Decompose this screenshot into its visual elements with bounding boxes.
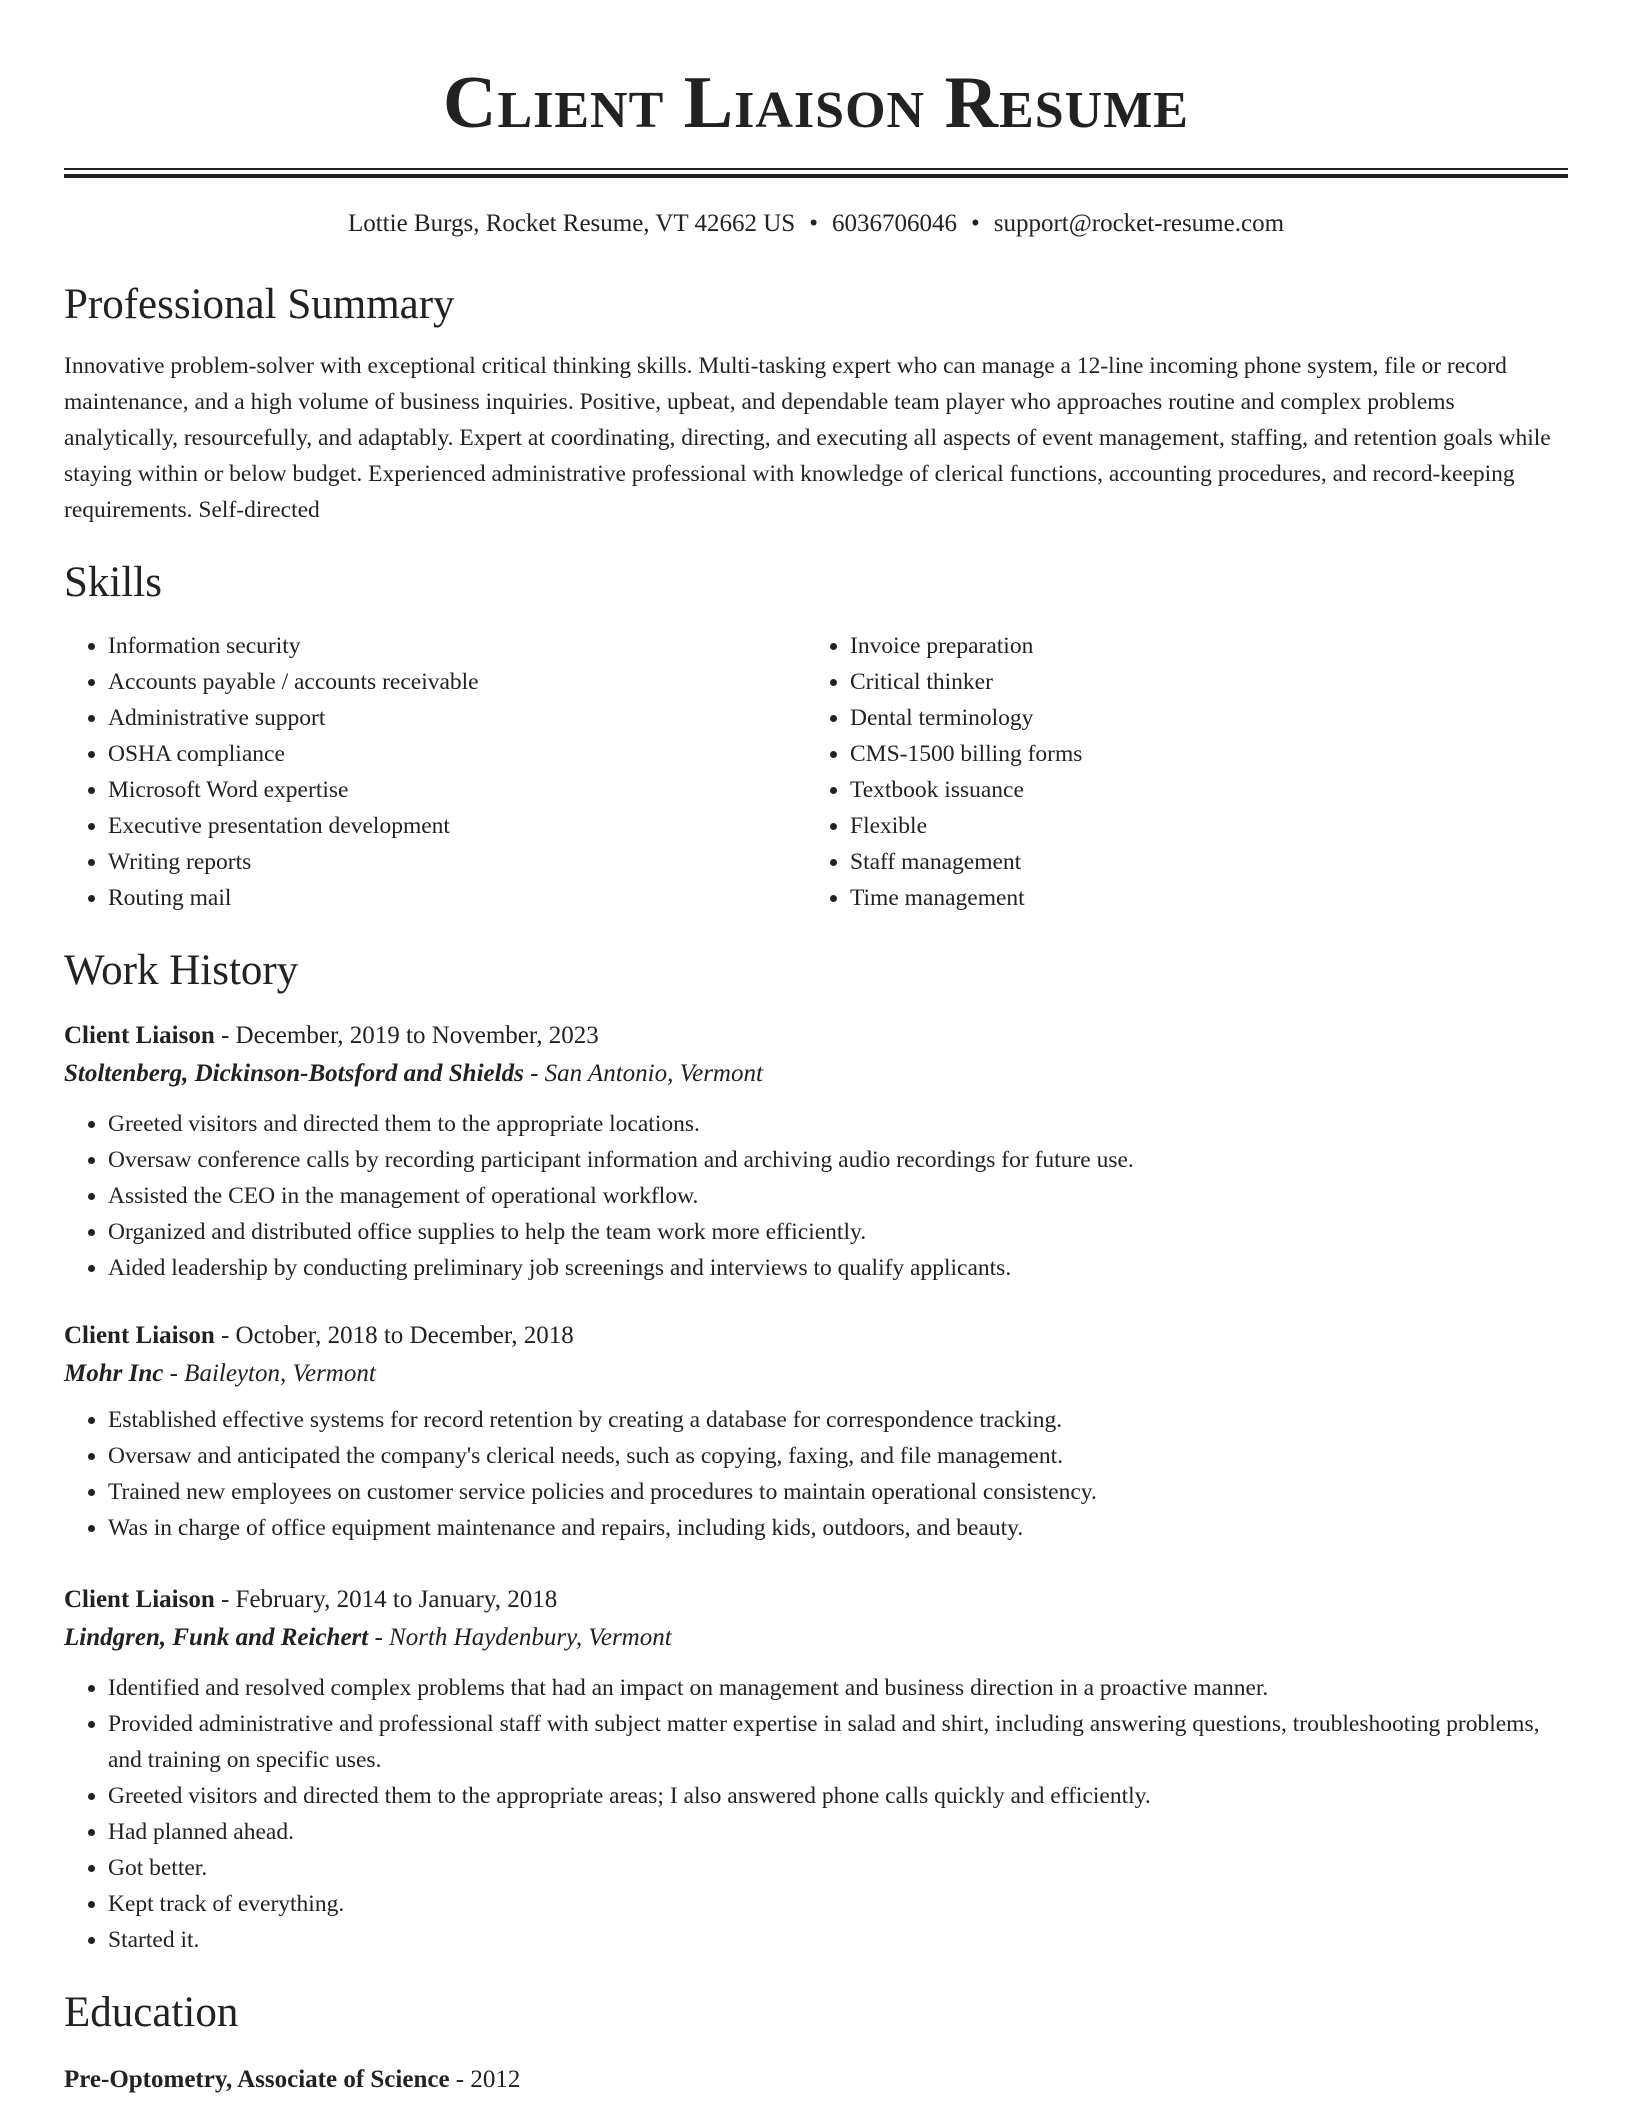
contact-line xyxy=(64,208,1568,240)
job-company-line xyxy=(64,1054,1568,1094)
summary-text: Innovative problem-solver with exceptional critical thinking skills. Multi-tasking expert who can manage a 12-line incoming phone system, file or record maintenance, and a high volume of business inquiries. Positive, upbeat, and dependable team player who approaches routine and complex problems analytically, resourcefully, and adaptably. Expert at coordinating, directing, and executing all aspects of event management, staffing, and retention goals while staying within or below budget. Experienced administrative professional with knowledge of clerical functions, accounting procedures, and record-keeping requirements. Self-directed xyxy=(64,353,1551,523)
skill-item: • Dental terminology xyxy=(850,700,1548,736)
skills-list xyxy=(64,628,1568,916)
contact-separator: • xyxy=(809,210,818,237)
skill-item: • Accounts payable / accounts receivable xyxy=(108,664,806,700)
resume-page xyxy=(64,0,1568,2098)
job-company-line xyxy=(64,1618,1568,1658)
skill-item: • Routing mail xyxy=(108,880,806,916)
skill-item: • OSHA compliance xyxy=(108,736,806,772)
job-duties xyxy=(64,1670,1568,1958)
skills-column-right xyxy=(806,628,1548,916)
work-history-heading: Work History xyxy=(64,947,299,994)
job-title-line xyxy=(64,1018,1568,1054)
job-duty: • Provided administrative and professional staff with subject matter expertise in salad and shirt, including answering questions, troubleshooting problems, and training on specific uses. xyxy=(108,1706,1568,1778)
skill-item: • Executive presentation development xyxy=(108,808,806,844)
job-duty: • Organized and distributed office supplies to help the team work more efficiently. xyxy=(108,1214,1568,1250)
resume-title: Client Liaison Resume xyxy=(443,62,1189,144)
skill-item: • Textbook issuance xyxy=(850,772,1548,808)
skill-item: • Time management xyxy=(850,880,1548,916)
job-location: - North Haydenbury, Vermont xyxy=(368,1624,672,1651)
skill-item: • Staff management xyxy=(850,844,1548,880)
skill-item: • Critical thinker xyxy=(850,664,1548,700)
job-entry xyxy=(64,1318,1568,1546)
job-duty: • Trained new employees on customer service policies and procedures to maintain operational consistency. xyxy=(108,1474,1568,1510)
title-divider xyxy=(64,168,1568,178)
job-duty: • Assisted the CEO in the management of operational workflow. xyxy=(108,1178,1568,1214)
skill-item: • Writing reports xyxy=(108,844,806,880)
job-duty: • Kept track of everything. xyxy=(108,1886,1568,1922)
job-duty: • Identified and resolved complex problems that had an impact on management and business direction in a proactive manner. xyxy=(108,1670,1568,1706)
contact-phone: 6036706046 xyxy=(831,210,957,237)
education-entry xyxy=(64,2062,1568,2098)
contact-address: Lottie Burgs, Rocket Resume, VT 42662 US xyxy=(347,210,796,237)
job-title-line xyxy=(64,1582,1568,1618)
job-duty: • Was in charge of office equipment maintenance and repairs, including kids, outdoors, and beauty. xyxy=(108,1510,1568,1546)
job-duty: • Oversaw and anticipated the company's clerical needs, such as copying, faxing, and file management. xyxy=(108,1438,1568,1474)
job-duties xyxy=(64,1402,1568,1546)
skill-item: • CMS-1500 billing forms xyxy=(850,736,1548,772)
job-duty: • Started it. xyxy=(108,1922,1568,1958)
job-duty: • Had planned ahead. xyxy=(108,1814,1568,1850)
job-title: Client Liaison xyxy=(64,1586,215,1613)
skill-item: • Invoice preparation xyxy=(850,628,1548,664)
job-location: - Baileyton, Vermont xyxy=(163,1360,376,1387)
skills-heading: Skills xyxy=(64,559,162,606)
job-entry xyxy=(64,1582,1568,1958)
job-title-line xyxy=(64,1318,1568,1354)
job-dates: - October, 2018 to December, 2018 xyxy=(214,1322,574,1349)
job-company-line xyxy=(64,1354,1568,1394)
job-duty: • Established effective systems for record retention by creating a database for correspondence tracking. xyxy=(108,1402,1568,1438)
job-duties xyxy=(64,1106,1568,1286)
job-location: - San Antonio, Vermont xyxy=(523,1060,763,1087)
job-duty: • Greeted visitors and directed them to the appropriate areas; I also answered phone calls quickly and efficiently. xyxy=(108,1778,1568,1814)
job-entry xyxy=(64,1018,1568,1286)
skill-item: • Flexible xyxy=(850,808,1548,844)
job-company: Lindgren, Funk and Reichert xyxy=(64,1624,369,1651)
job-duty: • Aided leadership by conducting preliminary job screenings and interviews to qualify applicants. xyxy=(108,1250,1568,1286)
skill-item: • Administrative support xyxy=(108,700,806,736)
job-dates: - December, 2019 to November, 2023 xyxy=(214,1022,599,1049)
education-year: - 2012 xyxy=(449,2066,521,2093)
contact-email: support@rocket-resume.com xyxy=(993,210,1285,237)
education-heading: Education xyxy=(64,1989,239,2036)
job-title: Client Liaison xyxy=(64,1322,215,1349)
job-title: Client Liaison xyxy=(64,1022,215,1049)
job-duty: • Got better. xyxy=(108,1850,1568,1886)
skill-item: • Information security xyxy=(108,628,806,664)
job-duty: • Oversaw conference calls by recording participant information and archiving audio recordings for future use. xyxy=(108,1142,1568,1178)
job-duty: • Greeted visitors and directed them to the appropriate locations. xyxy=(108,1106,1568,1142)
education-degree: Pre-Optometry, Associate of Science xyxy=(64,2066,450,2093)
job-dates: - February, 2014 to January, 2018 xyxy=(214,1586,558,1613)
contact-separator: • xyxy=(970,210,980,237)
summary-heading: Professional Summary xyxy=(64,281,455,328)
job-company: Mohr Inc xyxy=(64,1360,164,1387)
skill-item: • Microsoft Word expertise xyxy=(108,772,806,808)
job-company: Stoltenberg, Dickinson-Botsford and Shields xyxy=(64,1060,524,1087)
skills-column-left xyxy=(64,628,806,916)
